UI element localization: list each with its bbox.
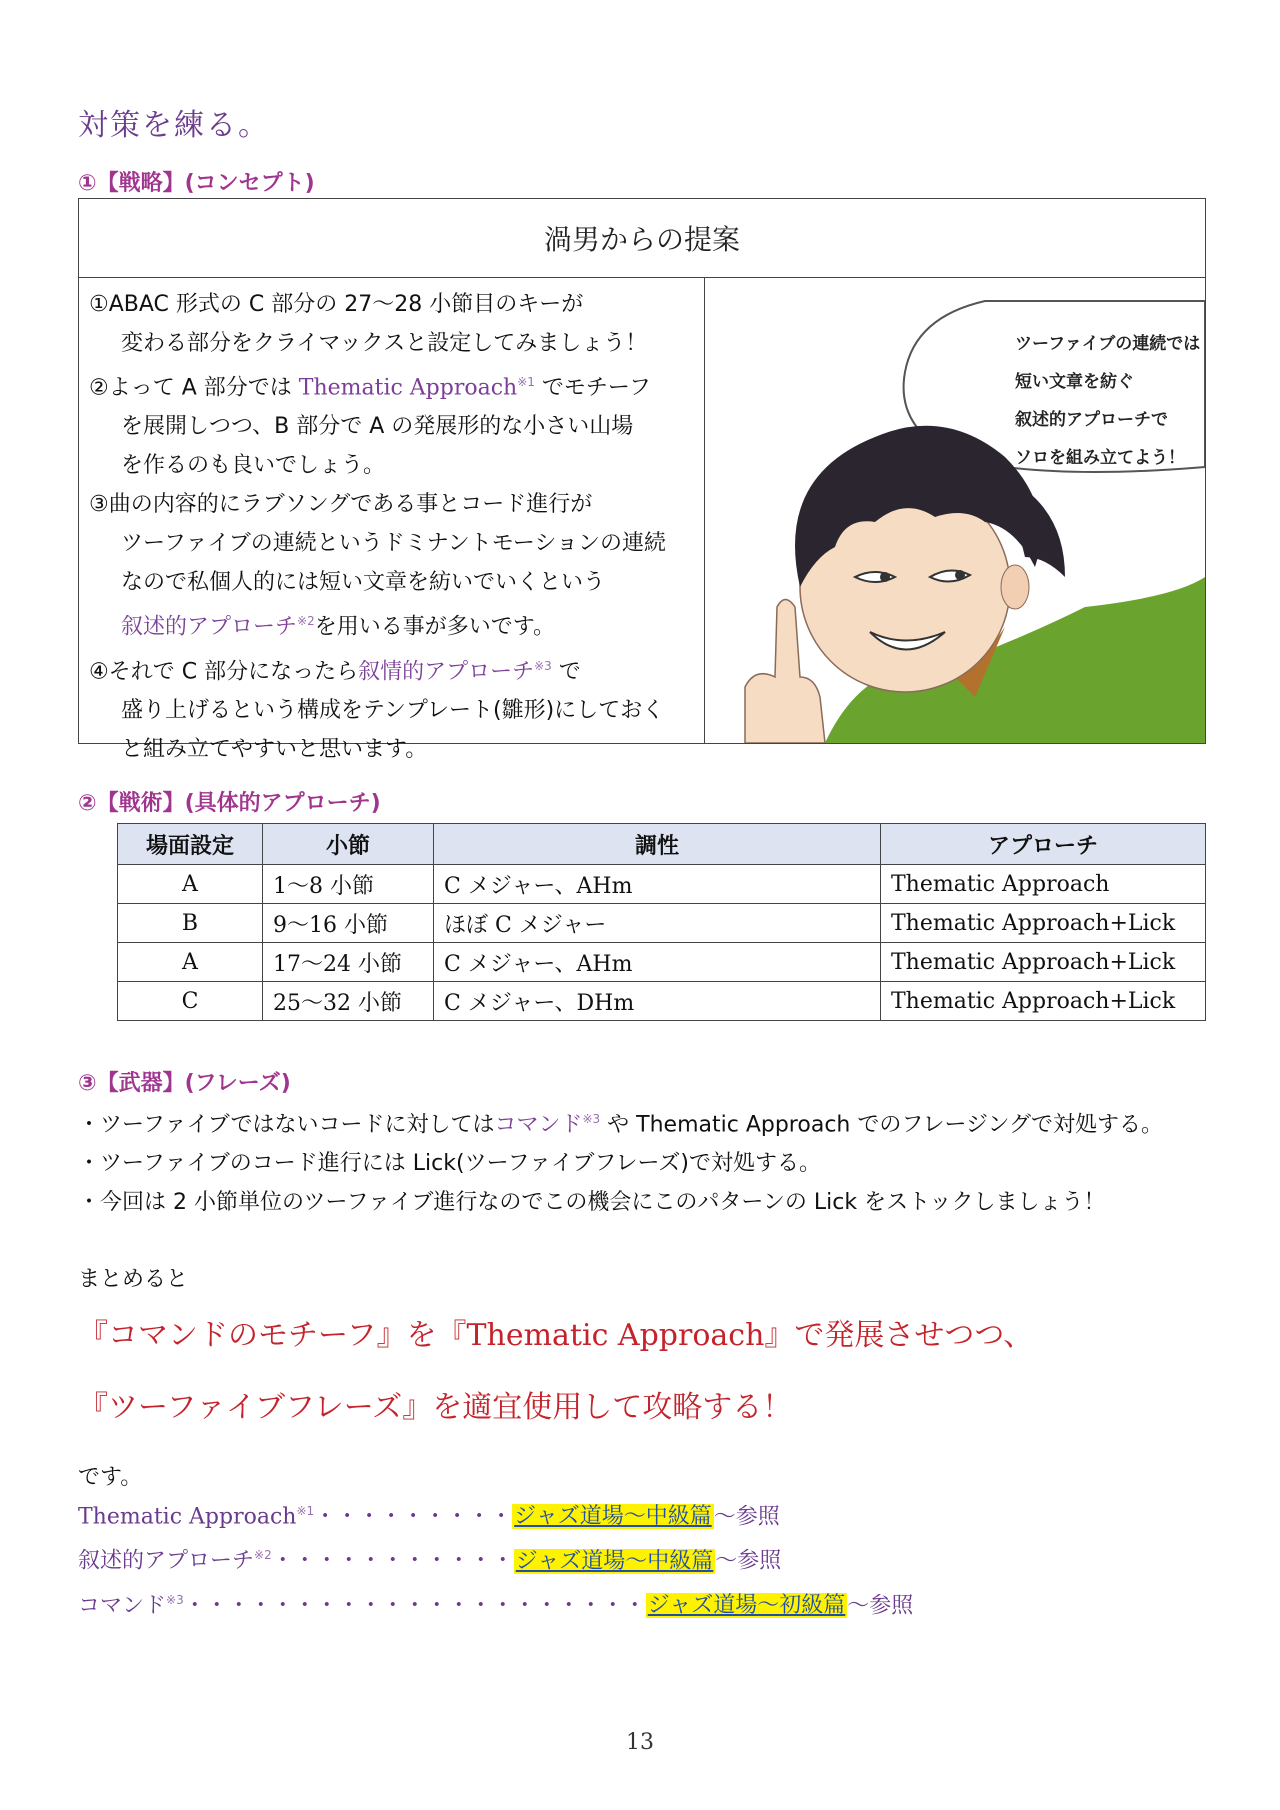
cell: 25〜32 小節: [263, 982, 434, 1021]
weapon-bullets: [78, 1100, 1163, 1222]
cell: C メジャー、AHm: [434, 865, 881, 904]
bullet-2: ・ツーファイブのコード進行には Lick(ツーファイブフレーズ)で対処する。: [78, 1151, 821, 1177]
bubble-line1: ツーファイブの連続では: [1015, 334, 1201, 354]
summary-line1: 『コマンドのモチーフ』を『Thematic Approach』で発展させつつ、: [78, 1318, 1034, 1353]
cell: A: [118, 865, 263, 904]
summary-line2: 『ツーファイブフレーズ』を適宜使用して攻略する！: [78, 1390, 793, 1425]
reference-item: 叙述的アプローチ$^{※2}$・・・・・・・・・・・ジャズ道場〜中級篇〜参照: [78, 1548, 782, 1574]
item1-line2: 変わる部分をクライマックスと設定してみましょう！: [121, 331, 648, 356]
page-number: 13: [626, 1730, 654, 1755]
term-lyrical: 叙情的アプローチ: [358, 658, 535, 684]
reference-item: コマンド$^{※3}$・・・・・・・・・・・・・・・・・・・・・ジャズ道場〜初級篇〜参照: [78, 1592, 914, 1618]
header-bars: 小節: [263, 824, 434, 865]
cell: 1〜8 小節: [263, 865, 434, 904]
item2-line2: を展開しつつ、B 部分で A の発展形的な小さい山場: [121, 414, 634, 440]
cell: 17〜24 小節: [263, 943, 434, 982]
item3-line1: ③曲の内容的にラブソングである事とコード進行が: [89, 492, 593, 518]
cell: B: [118, 904, 263, 943]
character-illustration: [705, 277, 1205, 743]
item3-line2: ツーファイブの連続というドミナントモーションの連続: [121, 531, 666, 557]
reference-list: [78, 1492, 913, 1625]
proposal-box: [78, 198, 1206, 762]
section2-label: ②【戦術】(具体的アプローチ): [78, 791, 381, 816]
page-heading: 対策を練る。: [78, 108, 270, 143]
proposal-text: [79, 277, 705, 762]
term-narrative: 叙述的アプローチ: [121, 614, 298, 640]
summary-closing: です。: [78, 1465, 143, 1490]
cell: Thematic Approach+Lick: [881, 982, 1206, 1021]
cell: C: [118, 982, 263, 1021]
cell: C メジャー、DHm: [434, 982, 881, 1021]
item4-line3: と組み立てやすいと思います。: [121, 736, 428, 762]
table-row: [118, 865, 1206, 904]
item1-line1: ①ABAC 形式の C 部分の 27〜28 小節目のキーが: [89, 292, 584, 317]
bubble-line3: 叙述的アプローチで: [1015, 410, 1168, 430]
tactics-table: [117, 823, 1206, 1021]
reference-link[interactable]: ジャズ道場〜中級篇: [514, 1504, 712, 1530]
term-command: コマンド: [494, 1112, 583, 1138]
cell: Thematic Approach: [881, 865, 1206, 904]
cell: C メジャー、AHm: [434, 943, 881, 982]
bubble-line4: ソロを組み立てよう！: [1015, 448, 1185, 468]
header-key: 調性: [434, 824, 881, 865]
term-thematic: Thematic Approach: [298, 375, 518, 401]
item2-line1: ②よって A 部分では Thematic Approach$^{※1}$ でモチーフ: [89, 375, 651, 401]
bullet-3: ・今回は 2 小節単位のツーファイブ進行なのでこの機会にこのパターンの Lick をストックしましょう！: [78, 1190, 1106, 1216]
bubble-line2: 短い文章を紡ぐ: [1015, 372, 1134, 392]
header-approach: アプローチ: [881, 824, 1206, 865]
section3-label: ③【武器】(フレーズ): [78, 1071, 291, 1096]
item3-line3: なので私個人的には短い文章を紡いでいくという: [121, 570, 606, 596]
table-row: [118, 904, 1206, 943]
cell: 9〜16 小節: [263, 904, 434, 943]
proposal-title: 渦男からの提案: [79, 199, 1205, 278]
section1-label: ①【戦略】(コンセプト): [78, 171, 315, 196]
item4-line1: ④それで C 部分になったら叙情的アプローチ$^{※3}$ で: [89, 658, 581, 684]
cell: Thematic Approach+Lick: [881, 943, 1206, 982]
item2-line3: を作るのも良いでしょう。: [121, 453, 386, 479]
cell: ほぼ C メジャー: [434, 904, 881, 943]
item4-line2: 盛り上げるという構成をテンプレート(雛形)にしておく: [121, 697, 665, 723]
item3-line4: 叙述的アプローチ$^{※2}$を用いる事が多いです。: [121, 614, 555, 640]
reference-link[interactable]: ジャズ道場〜中級篇: [515, 1548, 714, 1574]
reference-link[interactable]: ジャズ道場〜初級篇: [647, 1592, 846, 1618]
header-scene: 場面設定: [118, 824, 263, 865]
bullet-1: ・ツーファイブではないコードに対してはコマンド$^{※3}$ や Thematic Approach でのフレージングで対処する。: [78, 1112, 1164, 1138]
table-row: [118, 943, 1206, 982]
cell: Thematic Approach+Lick: [881, 904, 1206, 943]
table-row: [118, 982, 1206, 1021]
cell: A: [118, 943, 263, 982]
reference-item: Thematic Approach$^{※1}$・・・・・・・・・ジャズ道場〜中級篇〜参照: [78, 1504, 780, 1530]
summary-label: まとめると: [78, 1267, 189, 1292]
